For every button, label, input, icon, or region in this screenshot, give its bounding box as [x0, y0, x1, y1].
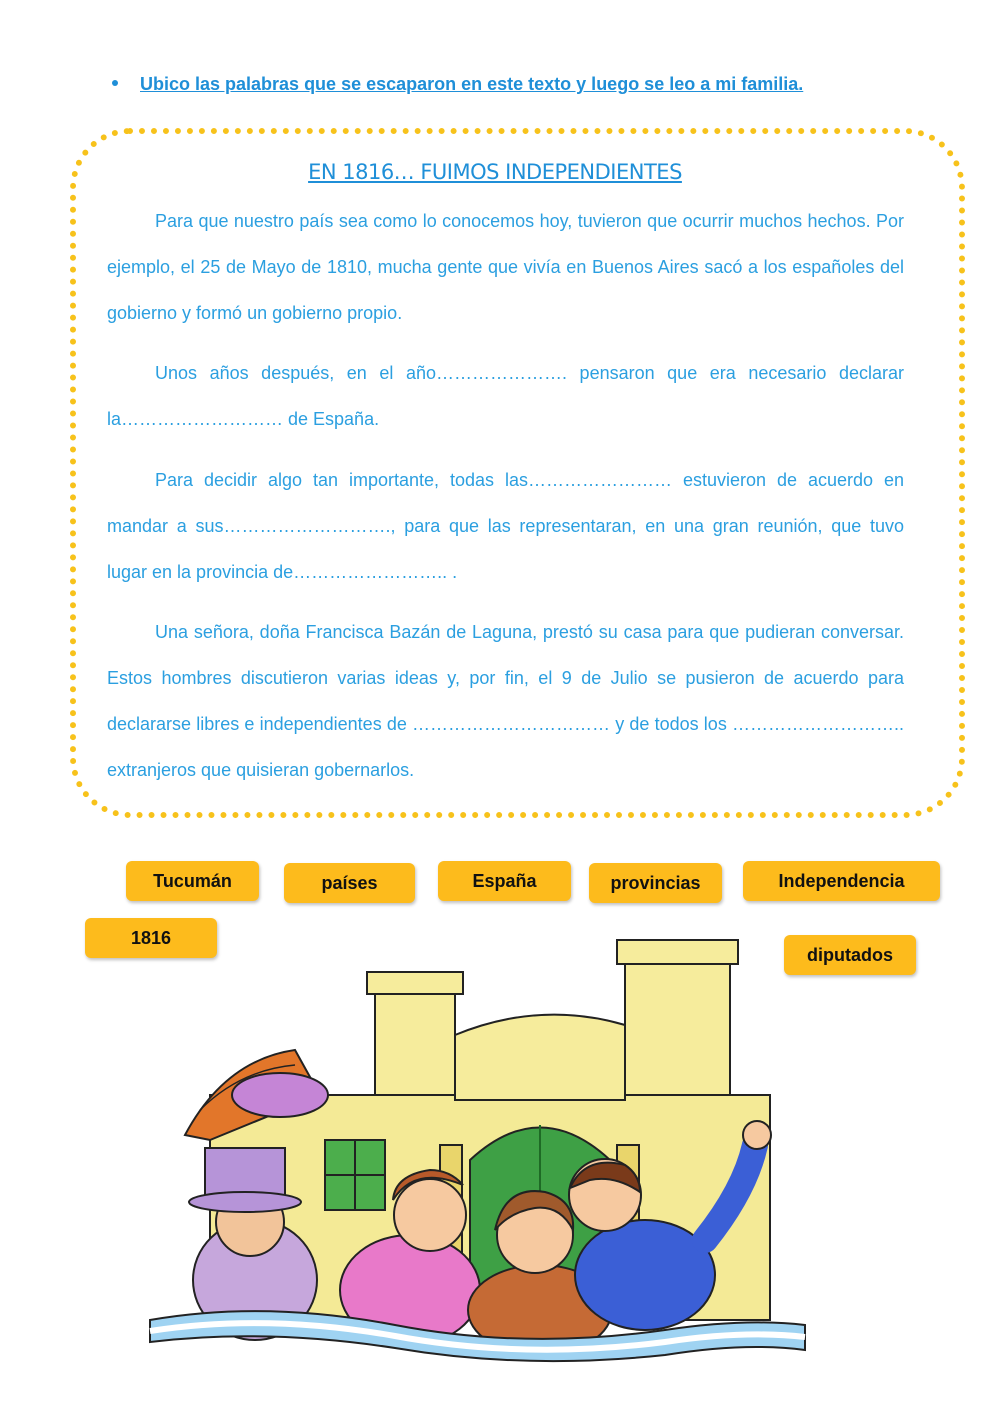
paragraph-1: Para que nuestro país sea como lo conocemos hoy, tuvieron que ocurrir muchos hechos. Por ejemplo, el 25 de Mayo de 1810, mucha gente que vivía en Buenos Aires sacó a los españoles del gobierno y formó un gobierno propio.	[107, 211, 904, 323]
bullet-icon	[112, 80, 118, 86]
paragraph-3: Para decidir algo tan importante, todas las…………………… estuvieron de acuerdo en mandar a sus………………………., para que las representaran, en una gran reunión, que tuvo lugar en la provincia de…………………….. .	[107, 470, 904, 582]
word-chip-independencia[interactable]: Independencia	[743, 861, 940, 901]
paragraph-2: Unos años después, en el año…………………. pensaron que era necesario declarar la……………………… de España.	[107, 363, 904, 429]
instruction-text: Ubico las palabras que se escaparon en este texto y luego se leo a mi familia.	[140, 74, 804, 94]
page-title: EN 1816… FUIMOS INDEPENDIENTES	[308, 160, 682, 184]
word-chip-diputados[interactable]: diputados	[784, 935, 916, 975]
paragraph-4: Una señora, doña Francisca Bazán de Laguna, prestó su casa para que pudieran conversar. Estos hombres discutieron varias ideas y, por fin, el 9 de Julio se pusieron de acuerdo para declararse libres e independientes de …………………………… y de todos los ……………………….. extranjeros que quisieran gobernarlos.	[107, 622, 904, 780]
word-chip-provincias[interactable]: provincias	[589, 863, 722, 903]
word-chip-paises[interactable]: países	[284, 863, 415, 903]
instruction	[112, 74, 932, 95]
word-chip-espana[interactable]: España	[438, 861, 571, 901]
word-chip-1816[interactable]: 1816	[85, 918, 217, 958]
word-chip-tucuman[interactable]: Tucumán	[126, 861, 259, 901]
independence-house-illustration	[145, 930, 825, 1370]
